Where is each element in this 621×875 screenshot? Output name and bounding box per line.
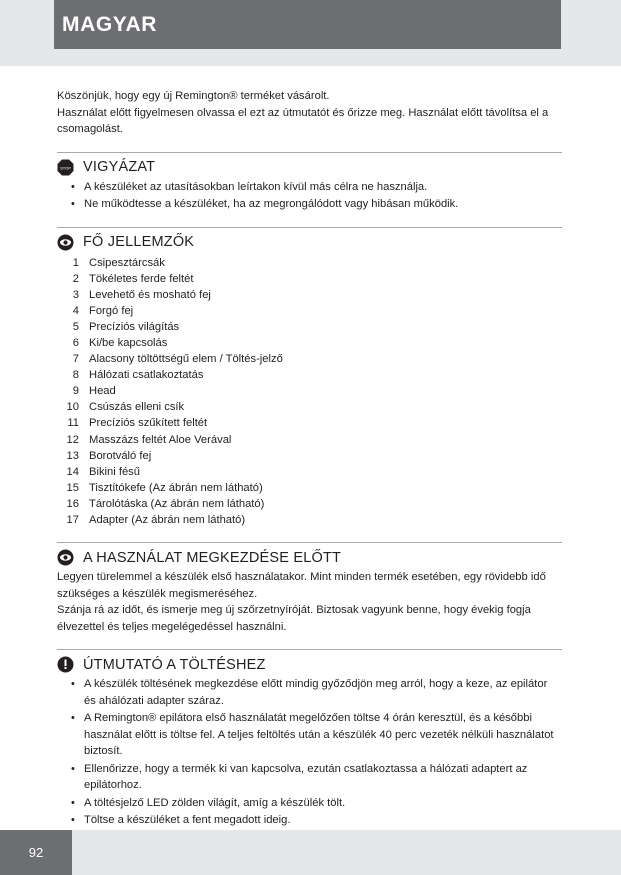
list-item-number: 11 — [67, 417, 79, 430]
footer-page-box — [0, 830, 72, 875]
intro-line-1: Köszönjük, hogy egy új Remington® terméket vásárolt. — [57, 90, 330, 102]
list-item-label: Tisztítókefe (Az ábrán nem látható) — [89, 481, 263, 494]
section-warning — [57, 152, 562, 213]
section-divider — [57, 152, 562, 153]
list-item-number: 6 — [72, 336, 79, 349]
eye-icon — [57, 549, 74, 566]
stop-sign-icon — [57, 159, 74, 176]
list-item-label: Borotváló fej — [89, 449, 152, 462]
section-divider — [57, 649, 562, 650]
list-item — [57, 383, 562, 399]
list-item — [57, 255, 562, 271]
footer-band — [0, 830, 621, 875]
section-divider — [57, 227, 562, 228]
section-title: FŐ JELLEMZŐK — [83, 234, 195, 250]
section-title: A HASZNÁLAT MEGKEZDÉSE ELŐTT — [83, 549, 342, 566]
list-item — [57, 448, 562, 464]
list-item — [57, 319, 562, 335]
section-header — [57, 549, 562, 566]
list-item — [57, 480, 562, 496]
paragraph: Szánja rá az időt, és ismerje meg új szőrzetnyíróját. Biztosak vagyunk benne, hogy évekig fogja élvezettel és teljes megelégedéssel használni. — [57, 604, 531, 633]
list-item-label: Tárolótáska (Az ábrán nem látható) — [89, 497, 265, 510]
list-item — [57, 496, 562, 512]
list-item — [57, 399, 562, 415]
list-item: • Ne működtesse a készüléket, ha az megrongálódott vagy hibásan működik. — [57, 196, 562, 213]
intro-block — [57, 88, 562, 138]
list-item-number: 10 — [66, 401, 79, 414]
list-item — [57, 287, 562, 303]
list-item: • A készülék töltésének megkezdése előtt mindig győződjön meg arról, hogy a keze, az epilátor és ahálózati adapter száraz. — [57, 676, 562, 709]
list-item-number: 15 — [66, 481, 79, 494]
list-item-number: 17 — [66, 514, 79, 526]
list-item — [57, 432, 562, 448]
list-item: • Töltse a készüléket a fent megadott ideig. — [57, 812, 562, 829]
paragraph: Legyen türelemmel a készülék első használatakor. Mint minden termék esetében, egy rövidebb idő szükséges a készülék megismeréséhez. — [57, 571, 546, 600]
list-item-label: Precíziós szűkített feltét — [89, 417, 208, 430]
svg-text:STOP: STOP — [60, 165, 71, 170]
section-features — [57, 227, 562, 529]
list-item — [57, 303, 562, 319]
section-charging — [57, 649, 562, 846]
list-item-number: 12 — [66, 433, 79, 446]
list-item — [57, 351, 562, 367]
list-item-label: Precíziós világítás — [89, 320, 180, 333]
list-item-label: Bikini fésű — [89, 465, 140, 478]
page-title: MAGYAR — [62, 12, 158, 36]
list-item-label: Head — [89, 385, 116, 398]
section-title: ÚTMUTATÓ A TÖLTÉSHEZ — [83, 656, 266, 673]
section-header — [57, 159, 562, 176]
list-item-number: 2 — [72, 272, 79, 285]
list-item-label: Csipesztárcsák — [89, 256, 165, 269]
list-item-number: 1 — [72, 256, 79, 269]
list-item — [57, 367, 562, 383]
list-item: • A Remington® epilátora első használatát megelőzően töltse 4 órán keresztül, és a későbbi használat előtt is töltse fel. A teljes feltöltés után a készülék 40 perc vezeték nélküli használatot biztosít. — [57, 710, 562, 760]
list-item — [57, 335, 562, 351]
page-number: 92 — [28, 845, 44, 860]
page-content — [57, 88, 562, 847]
list-item-number: 4 — [72, 304, 79, 317]
list-item — [57, 415, 562, 431]
list-item-number: 14 — [66, 465, 79, 478]
list-item: • Ellenőrizze, hogy a termék ki van kapcsolva, ezután csatlakoztassa a hálózati adaptert az epilátorhoz. — [57, 761, 562, 794]
section-header — [57, 234, 562, 251]
header-title-box — [54, 0, 561, 49]
list-item-number: 8 — [72, 369, 79, 382]
section-header — [57, 656, 562, 673]
eye-icon — [57, 234, 74, 251]
list-item-label: Tökéletes ferde feltét — [89, 272, 194, 285]
list-item-number: 16 — [66, 497, 79, 510]
list-item-label: Adapter (Az ábrán nem látható) — [89, 514, 246, 526]
section-divider — [57, 542, 562, 543]
charging-list — [57, 676, 562, 846]
list-item-label: Csúszás elleni csík — [89, 401, 185, 414]
section-before-use — [57, 542, 562, 635]
list-item-label: Alacsony töltöttségű elem / Töltés-jelző — [89, 353, 283, 366]
list-item: • A töltésjelző LED zölden világít, amíg a készülék tölt. — [57, 795, 562, 812]
list-item-number: 3 — [72, 288, 79, 301]
list-item-number: 13 — [66, 449, 79, 462]
list-item-number: 7 — [72, 353, 79, 366]
section-title: VIGYÁZAT — [83, 159, 156, 175]
list-item — [57, 512, 562, 528]
before-use-text — [57, 569, 562, 635]
list-item — [57, 271, 562, 287]
list-item-label: Hálózati csatlakoztatás — [89, 369, 204, 382]
list-item-label: Forgó fej — [89, 304, 134, 317]
list-item-number: 5 — [72, 320, 79, 333]
list-item: • A készüléket az utasításokban leírtakon kívül más célra ne használja. — [57, 179, 562, 196]
list-item — [57, 464, 562, 480]
features-list — [57, 255, 562, 529]
warning-list — [57, 179, 562, 213]
list-item-label: Ki/be kapcsolás — [89, 336, 168, 349]
exclamation-icon — [57, 656, 74, 673]
list-item-label: Masszázs feltét Aloe Verával — [89, 433, 232, 446]
list-item-number: 9 — [72, 385, 79, 398]
list-item-label: Levehető és mosható fej — [89, 288, 211, 301]
intro-line-2: Használat előtt figyelmesen olvassa el ezt az útmutatót és őrizze meg. Használat előtt távolítsa el a csomagolást. — [57, 106, 549, 135]
